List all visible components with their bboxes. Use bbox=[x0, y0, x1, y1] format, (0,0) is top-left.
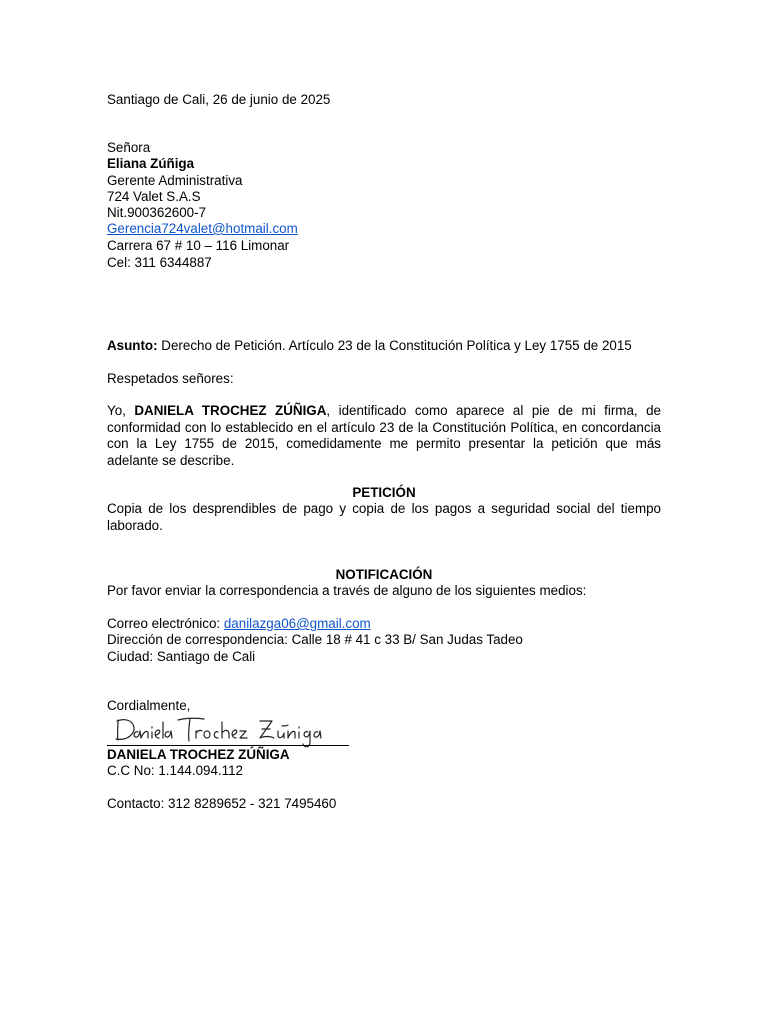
subject-line bbox=[107, 338, 632, 354]
closing-farewell: Cordialmente, bbox=[107, 698, 191, 713]
recipient-salutation: Señora bbox=[107, 140, 151, 155]
notification-heading: NOTIFICACIÓN bbox=[335, 567, 433, 582]
signer-contact: Contacto: 312 8289652 - 321 7495460 bbox=[107, 796, 337, 811]
handwritten-signature bbox=[112, 712, 332, 752]
intro-name: DANIELA TROCHEZ ZÚÑIGA bbox=[134, 403, 327, 418]
notification-email-line bbox=[107, 616, 371, 632]
petition-heading: PETICIÓN bbox=[352, 485, 416, 500]
recipient-phone: Cel: 311 6344887 bbox=[107, 255, 212, 270]
notification-email-link[interactable]: danilazga06@gmail.com bbox=[223, 616, 371, 631]
notification-address: Dirección de correspondencia: Calle 18 # 41 c 33 B/ San Judas Tadeo bbox=[107, 632, 523, 647]
recipient-email-link[interactable]: Gerencia724valet@hotmail.com bbox=[107, 221, 298, 236]
intro-prefix: Yo, bbox=[107, 403, 135, 418]
recipient-company: 724 Valet S.A.S bbox=[107, 189, 201, 204]
subject-label: Asunto: bbox=[107, 338, 158, 353]
recipient-address: Carrera 67 # 10 – 116 Limonar bbox=[107, 238, 290, 253]
signer-name: DANIELA TROCHEZ ZÚÑIGA bbox=[107, 747, 290, 762]
intro-paragraph bbox=[107, 403, 661, 469]
notification-city: Ciudad: Santiago de Cali bbox=[107, 649, 256, 664]
signer-id: C.C No: 1.144.094.112 bbox=[107, 763, 243, 778]
signature-line bbox=[107, 745, 349, 746]
petition-text: Copia de los desprendibles de pago y copia de los pagos a seguridad social del tiempo laborado. bbox=[107, 501, 661, 533]
recipient-nit: Nit.900362600-7 bbox=[107, 205, 207, 220]
intro-rest: , identificado como aparece al pie de mi firma, de conformidad con lo establecido en el artículo 23 de la Constitución Política, en concordancia con la Ley 1755 de 2015, comedidamente me permito presentar la petición que más adelante se describe. bbox=[107, 403, 662, 468]
recipient-name: Eliana Zúñiga bbox=[107, 156, 195, 171]
subject-text: Derecho de Petición. Artículo 23 de la Constitución Política y Ley 1755 de 2015 bbox=[157, 338, 632, 353]
notification-text: Por favor enviar la correspondencia a través de alguno de los siguientes medios: bbox=[107, 583, 587, 598]
place-date: Santiago de Cali, 26 de junio de 2025 bbox=[107, 92, 331, 107]
email-label: Correo electrónico: bbox=[107, 616, 224, 631]
greeting: Respetados señores: bbox=[107, 371, 234, 386]
recipient-position: Gerente Administrativa bbox=[107, 173, 243, 188]
